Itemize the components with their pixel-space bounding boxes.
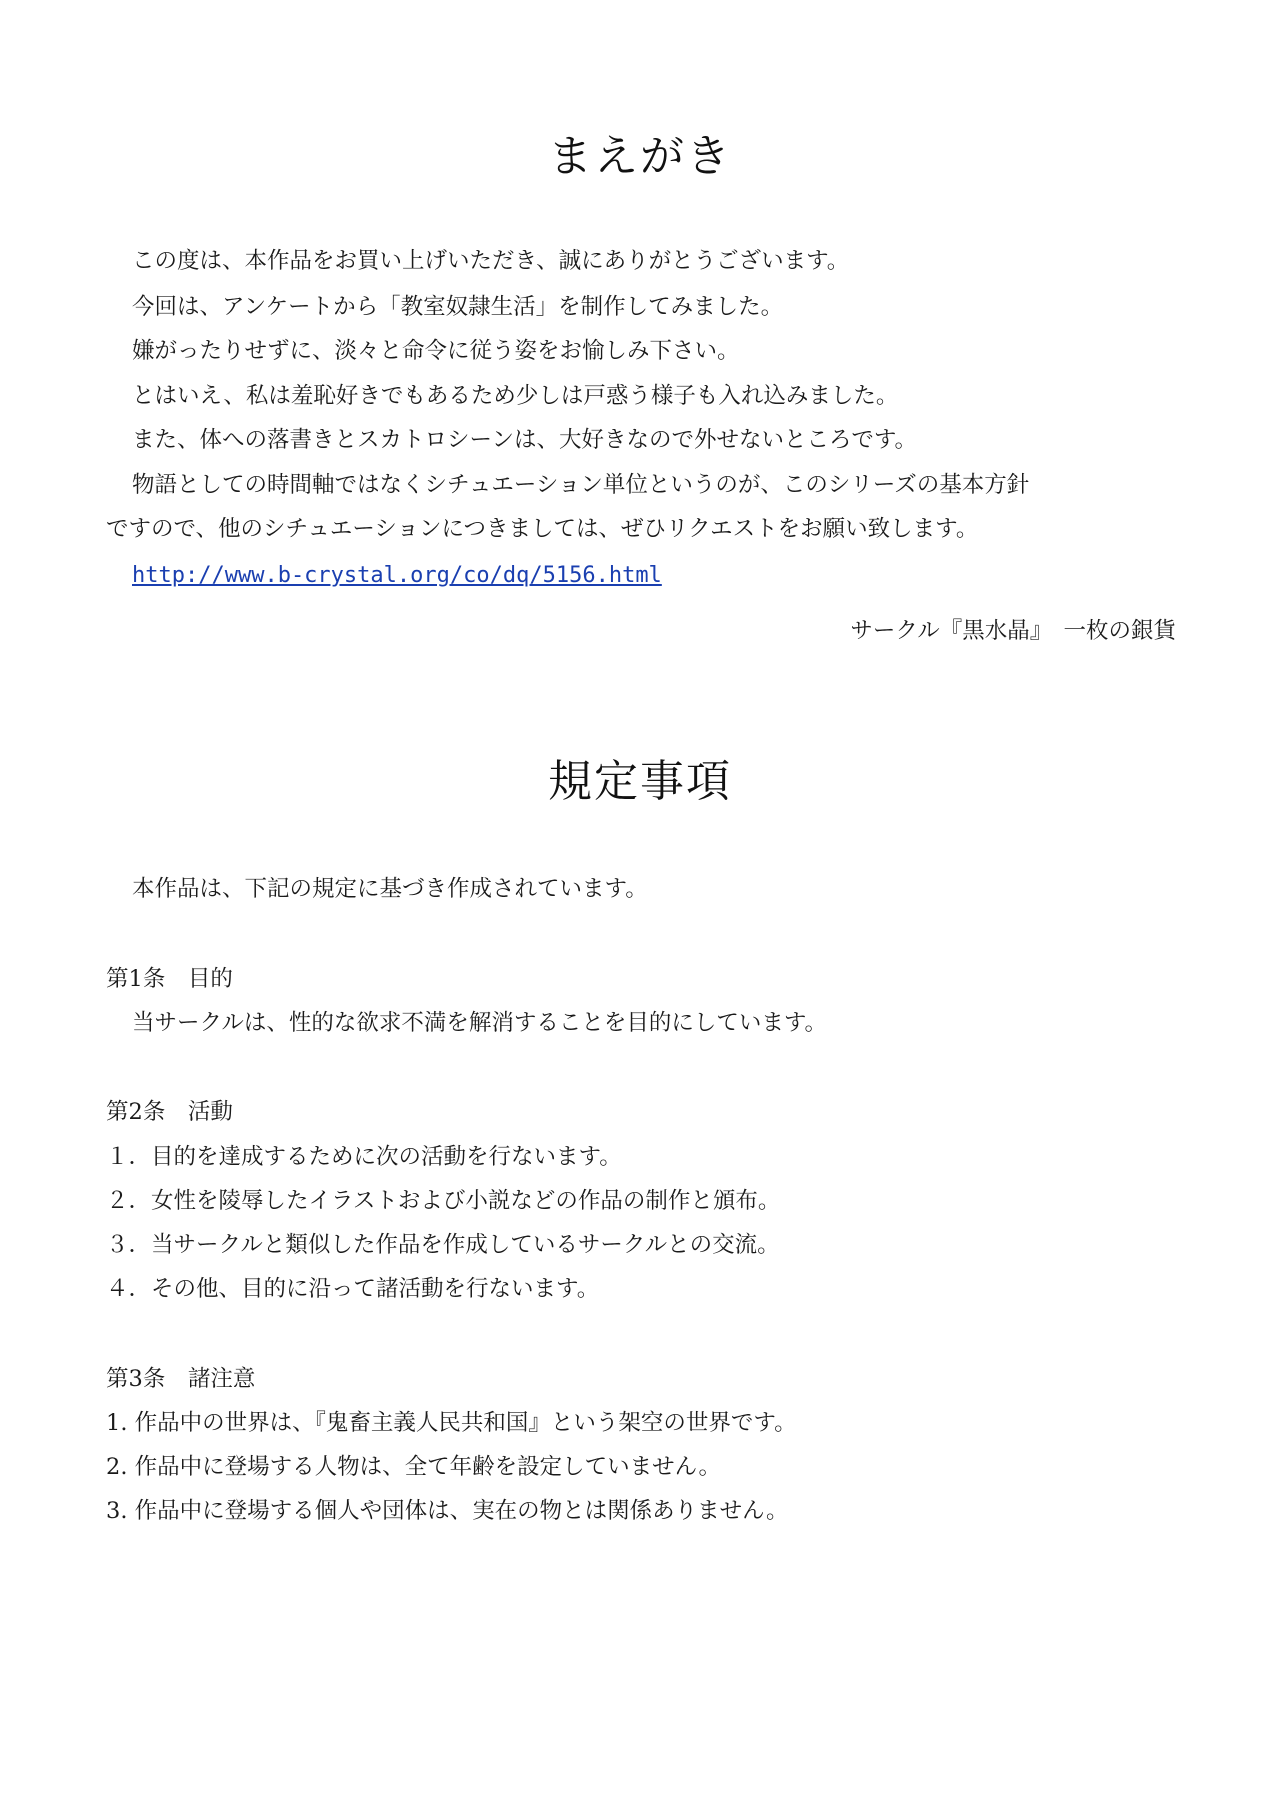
preface-line-5: また、体への落書きとスカトロシーンは、大好きなので外せないところです。: [132, 427, 918, 453]
circle-website-link[interactable]: http://www.b-crystal.org/co/dq/5156.html: [132, 563, 662, 588]
regulations-title: 規定事項: [548, 756, 732, 807]
article-3-item-2: 2. 作品中に登場する人物は、全て年齢を設定していません。: [106, 1454, 721, 1480]
article-2-item-1: １．目的を達成するために次の活動を行ないます。: [106, 1144, 622, 1170]
preface-line-2: 今回は、アンケートから「教室奴隷生活」を制作してみました。: [132, 294, 784, 320]
article-3-heading: 第3条 諸注意: [106, 1366, 256, 1392]
preface-line-7: ですので、他のシチュエーションにつきましては、ぜひリクエストをお願い致します。: [106, 516, 979, 542]
preface-title: まえがき: [548, 131, 732, 182]
article-2-item-3: ３．当サークルと類似した作品を作成しているサークルとの交流。: [106, 1232, 780, 1258]
preface-line-1: この度は、本作品をお買い上げいただき、誠にありがとうございます。: [132, 248, 850, 274]
preface-line-3: 嫌がったりせずに、淡々と命令に従う姿をお愉しみ下さい。: [132, 338, 740, 364]
preface-signature: サークル『黒水晶』 一枚の銀貨: [850, 618, 1176, 644]
article-1-heading: 第1条 目的: [106, 966, 233, 992]
article-2-item-4: ４．その他、目的に沿って諸活動を行ないます。: [106, 1276, 600, 1302]
article-3-item-1: 1. 作品中の世界は、『鬼畜主義人民共和国』という架空の世界です。: [106, 1410, 797, 1436]
article-2-item-2: ２．女性を陵辱したイラストおよび小説などの作品の制作と頒布。: [106, 1188, 781, 1214]
article-3-item-3: 3. 作品中に登場する個人や団体は、実在の物とは関係ありません。: [106, 1498, 789, 1524]
preface-line-6: 物語としての時間軸ではなくシチュエーション単位というのが、このシリーズの基本方針: [132, 472, 1030, 498]
preface-link-row: [132, 560, 662, 591]
regulations-intro: 本作品は、下記の規定に基づき作成されています。: [132, 876, 648, 902]
preface-line-4: とはいえ、私は羞恥好きでもあるため少しは戸惑う様子も入れ込みました。: [132, 383, 899, 409]
article-1-text: 当サークルは、性的な欲求不満を解消することを目的にしています。: [132, 1010, 828, 1036]
article-2-heading: 第2条 活動: [106, 1099, 233, 1125]
